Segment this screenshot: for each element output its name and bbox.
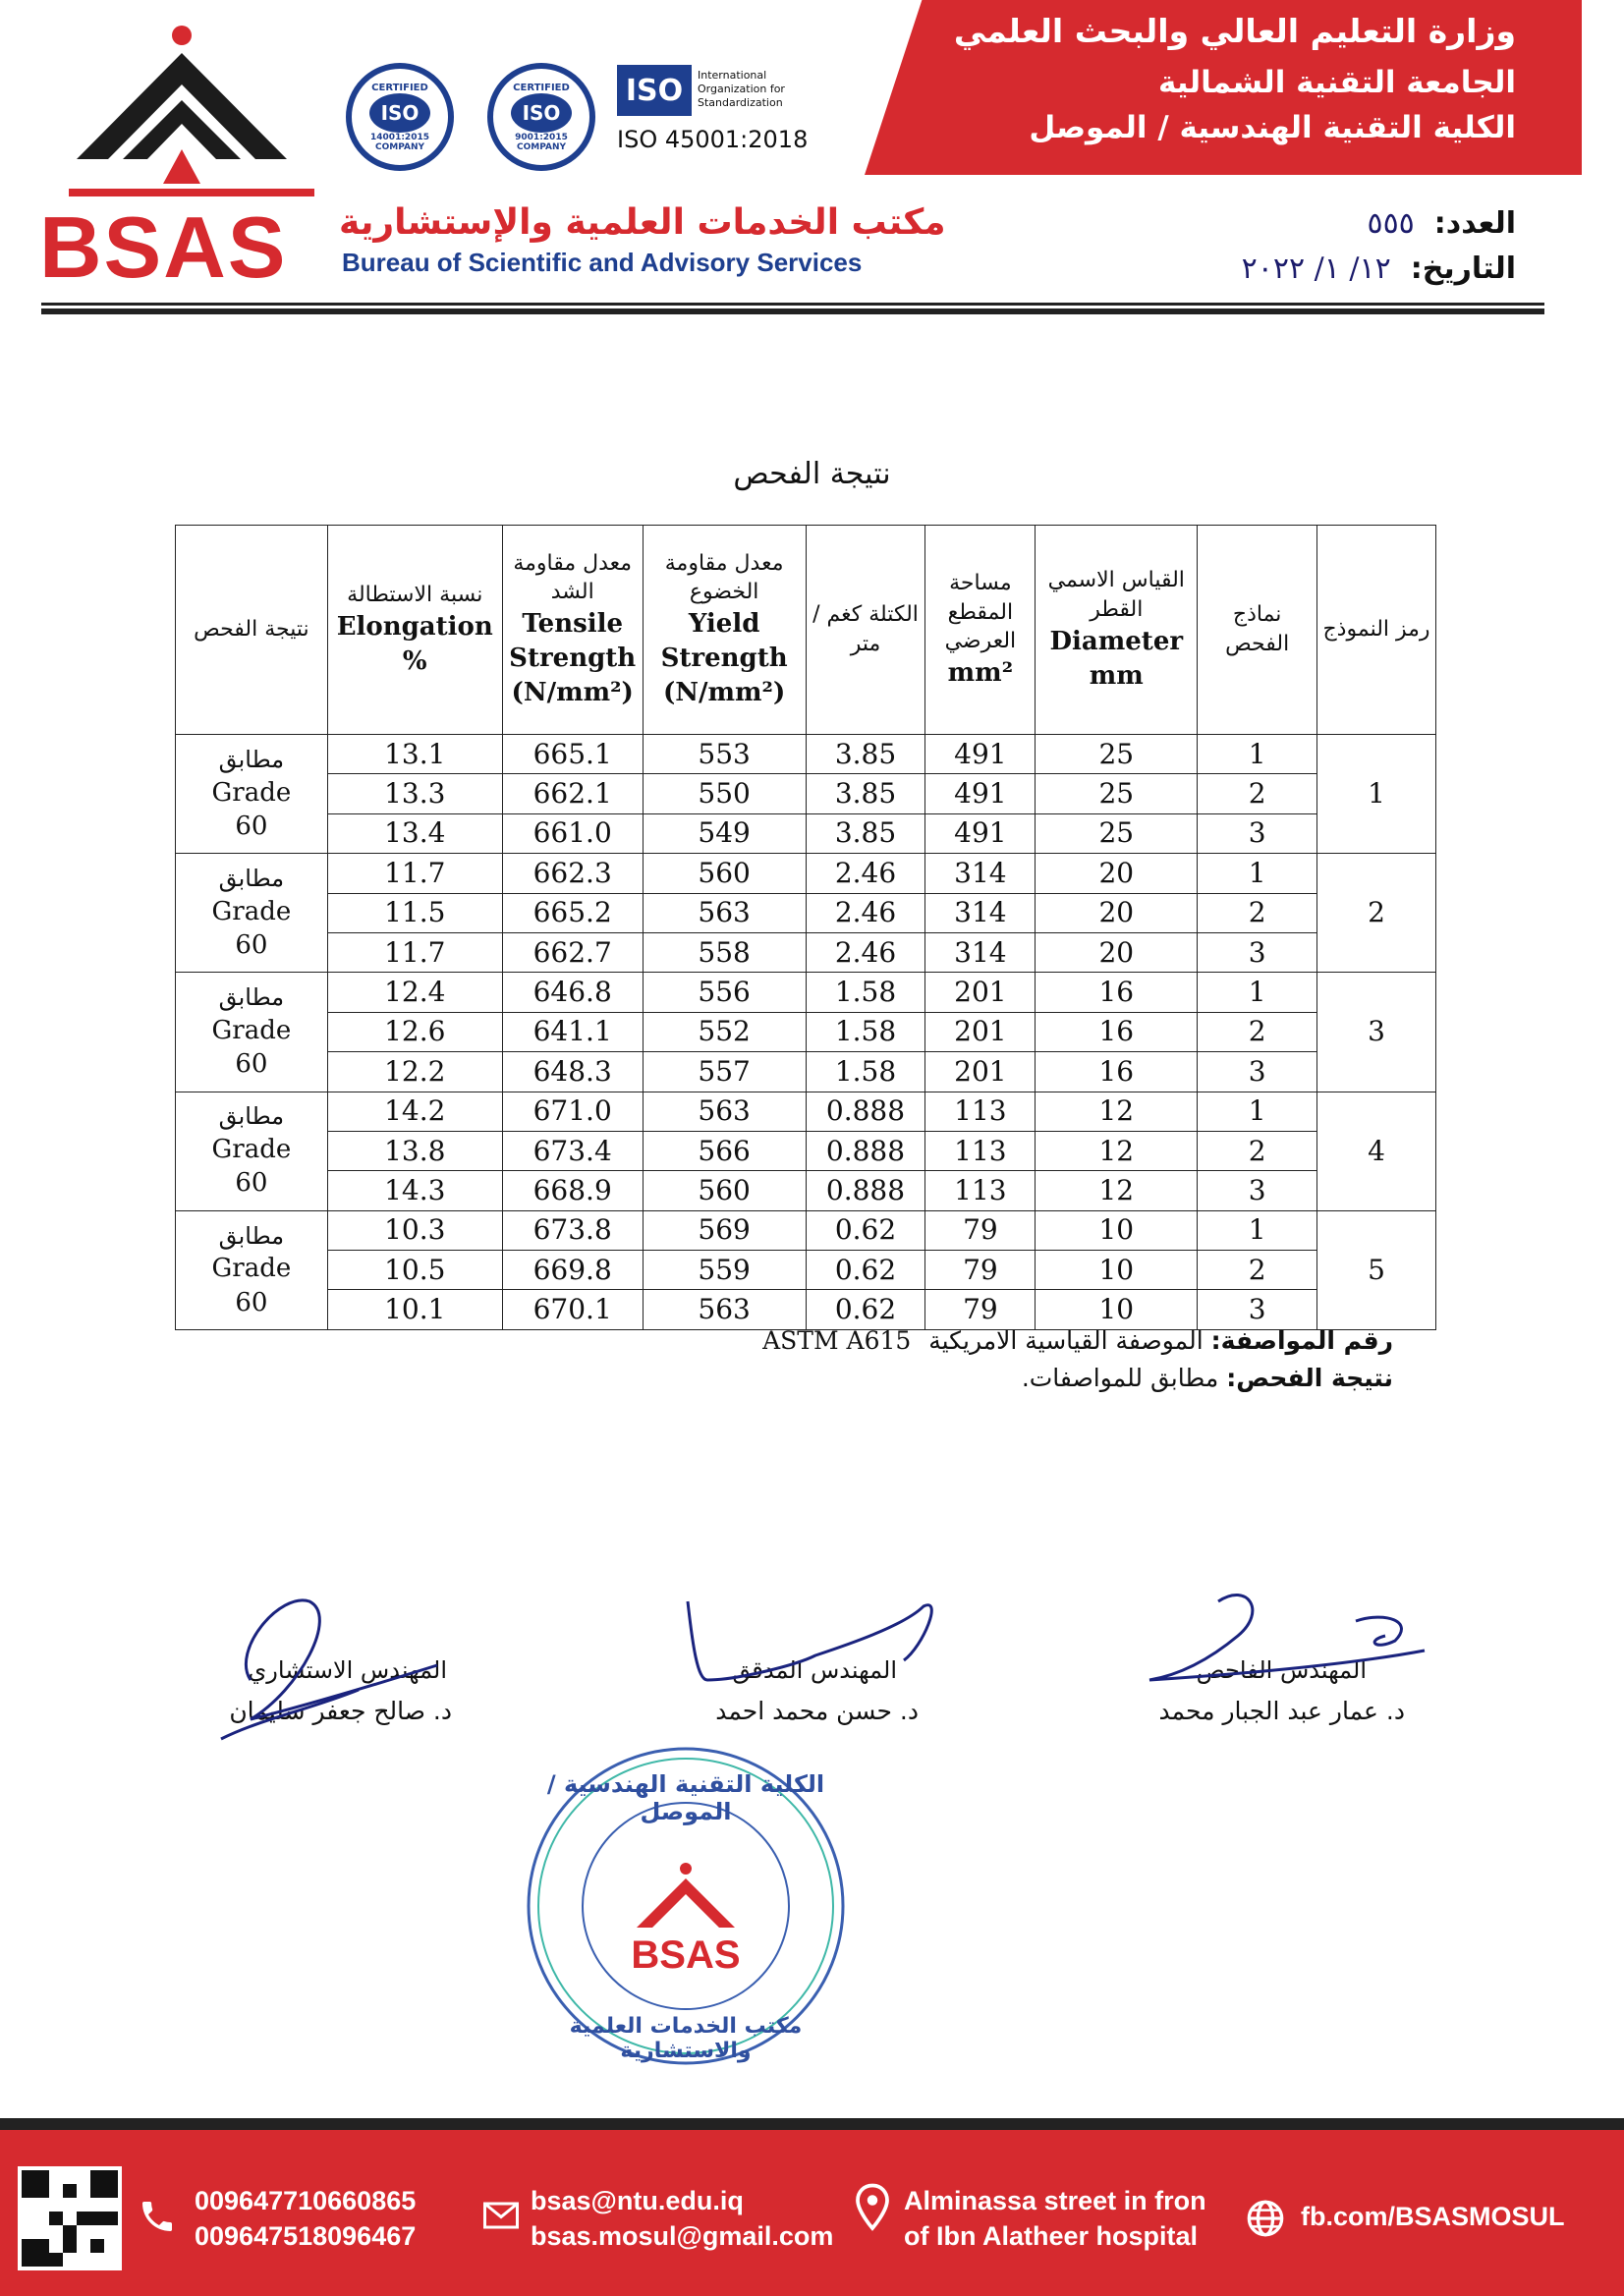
cert1-top-text: CERTIFIED bbox=[371, 82, 428, 93]
area-cell: 491 bbox=[925, 774, 1036, 813]
yield-cell: 556 bbox=[643, 973, 806, 1012]
mass-cell: 0.62 bbox=[806, 1251, 925, 1290]
elongation-cell: 10.3 bbox=[327, 1210, 502, 1250]
table-row bbox=[176, 1210, 1436, 1250]
yield-cell: 566 bbox=[643, 1131, 806, 1170]
elongation-cell: 10.1 bbox=[327, 1290, 502, 1329]
location-pin-icon bbox=[855, 2183, 890, 2238]
examiner-title: المهندس الفاحص bbox=[1196, 1656, 1367, 1684]
tensile-cell: 673.4 bbox=[502, 1131, 643, 1170]
table-row bbox=[176, 854, 1436, 893]
header-result: نتيجة الفحص bbox=[176, 526, 328, 735]
yield-cell: 569 bbox=[643, 1210, 806, 1250]
footer-phones bbox=[195, 2183, 416, 2255]
bsas-logo-icon bbox=[69, 22, 324, 208]
iso-standard: ISO 45001:2018 bbox=[617, 126, 809, 153]
mass-cell: 3.85 bbox=[806, 774, 925, 813]
result-cell-result-en2: 60 bbox=[235, 1168, 268, 1199]
elongation-cell: 10.5 bbox=[327, 1251, 502, 1290]
header-yield: معدل مقاومة الخضوع Yield Strength (N/mm²) bbox=[643, 526, 806, 735]
area-cell: 79 bbox=[925, 1290, 1036, 1329]
consultant-name: د. صالح جعفر سليمان bbox=[229, 1697, 452, 1725]
result-cell-result-en1: Grade bbox=[211, 1135, 292, 1165]
diameter-cell: 16 bbox=[1036, 1012, 1198, 1051]
elongation-cell: 12.2 bbox=[327, 1052, 502, 1092]
mass-cell: 2.46 bbox=[806, 932, 925, 972]
mass-cell: 0.888 bbox=[806, 1131, 925, 1170]
iso-14001-badge bbox=[346, 63, 454, 171]
yield-cell: 549 bbox=[643, 813, 806, 853]
elongation-cell: 13.4 bbox=[327, 813, 502, 853]
spec-label: رقم المواصفة: bbox=[1210, 1326, 1393, 1355]
elongation-cell: 11.7 bbox=[327, 854, 502, 893]
diameter-cell: 16 bbox=[1036, 973, 1198, 1012]
diameter-cell: 10 bbox=[1036, 1290, 1198, 1329]
issue-label: العدد: bbox=[1433, 206, 1516, 241]
iso-mark: ISO bbox=[617, 65, 692, 116]
sample-code-cell: 5 bbox=[1317, 1210, 1436, 1329]
area-cell: 201 bbox=[925, 1052, 1036, 1092]
mass-cell: 2.46 bbox=[806, 854, 925, 893]
header-divider bbox=[41, 303, 1544, 316]
elongation-cell: 13.1 bbox=[327, 735, 502, 774]
result-cell bbox=[176, 735, 328, 854]
mass-cell: 2.46 bbox=[806, 893, 925, 932]
sample-code-cell: 4 bbox=[1317, 1092, 1436, 1210]
result-cell bbox=[176, 854, 328, 973]
sample-cell: 2 bbox=[1198, 893, 1317, 932]
diameter-cell: 25 bbox=[1036, 735, 1198, 774]
tensile-cell: 668.9 bbox=[502, 1171, 643, 1210]
bureau-name-arabic: مكتب الخدمات العلمية والإستشارية bbox=[339, 202, 946, 243]
sample-cell: 2 bbox=[1198, 774, 1317, 813]
iso-45001-badge bbox=[617, 65, 809, 161]
area-cell: 113 bbox=[925, 1092, 1036, 1131]
result-cell-result-en1: Grade bbox=[211, 1254, 292, 1284]
footer-emails bbox=[531, 2183, 833, 2255]
specification-note bbox=[762, 1326, 1393, 1355]
table-row bbox=[176, 1012, 1436, 1051]
sample-cell: 1 bbox=[1198, 854, 1317, 893]
area-cell: 201 bbox=[925, 1012, 1036, 1051]
test-results-table bbox=[175, 525, 1436, 1330]
result-cell-result-en2: 60 bbox=[235, 1287, 268, 1317]
diameter-cell: 12 bbox=[1036, 1171, 1198, 1210]
elongation-cell: 12.6 bbox=[327, 1012, 502, 1051]
result-note bbox=[1022, 1364, 1393, 1392]
table-row bbox=[176, 813, 1436, 853]
auditor-title: المهندس المدقق bbox=[732, 1656, 897, 1684]
sample-cell: 2 bbox=[1198, 1251, 1317, 1290]
spec-value: الموصفة القياسية الامريكية bbox=[928, 1326, 1204, 1355]
area-cell: 201 bbox=[925, 973, 1036, 1012]
mass-cell: 1.58 bbox=[806, 1012, 925, 1051]
area-cell: 113 bbox=[925, 1171, 1036, 1210]
yield-cell: 558 bbox=[643, 932, 806, 972]
sample-cell: 3 bbox=[1198, 1052, 1317, 1092]
area-cell: 314 bbox=[925, 854, 1036, 893]
tensile-cell: 641.1 bbox=[502, 1012, 643, 1051]
elongation-cell: 13.8 bbox=[327, 1131, 502, 1170]
elongation-cell: 11.7 bbox=[327, 932, 502, 972]
yield-cell: 563 bbox=[643, 1092, 806, 1131]
issue-date bbox=[1242, 252, 1516, 286]
elongation-cell: 14.3 bbox=[327, 1171, 502, 1210]
official-stamp bbox=[519, 1739, 853, 2073]
table-body bbox=[176, 735, 1436, 1330]
result-cell-result-en1: Grade bbox=[211, 896, 292, 926]
elongation-cell: 12.4 bbox=[327, 973, 502, 1012]
email-icon bbox=[483, 2201, 519, 2230]
header-mass: الكتلة كغم /متر bbox=[806, 526, 925, 735]
yield-cell: 550 bbox=[643, 774, 806, 813]
tensile-cell: 646.8 bbox=[502, 973, 643, 1012]
college-name: الكلية التقنية الهندسية / الموصل bbox=[1029, 110, 1516, 145]
sample-code-cell: 1 bbox=[1317, 735, 1436, 854]
sample-cell: 2 bbox=[1198, 1131, 1317, 1170]
sample-cell: 1 bbox=[1198, 735, 1317, 774]
result-cell bbox=[176, 1210, 328, 1329]
mass-cell: 0.888 bbox=[806, 1171, 925, 1210]
diameter-cell: 20 bbox=[1036, 893, 1198, 932]
address-line-1: Alminassa street in fron bbox=[904, 2186, 1206, 2215]
table-row bbox=[176, 1171, 1436, 1210]
header-code: رمز النموذج bbox=[1317, 526, 1436, 735]
bureau-name-english: Bureau of Scientific and Advisory Services bbox=[342, 248, 863, 277]
cert2-bottom-text: COMPANY bbox=[517, 141, 566, 152]
result-cell-result-ar: مطابق bbox=[218, 1102, 285, 1131]
cert1-bottom-text: COMPANY bbox=[375, 141, 424, 152]
area-cell: 79 bbox=[925, 1251, 1036, 1290]
result-cell-result-ar: مطابق bbox=[218, 865, 285, 893]
examiner-signature-icon bbox=[1091, 1582, 1444, 1709]
header-elongation: نسبة الاستطالة Elongation % bbox=[327, 526, 502, 735]
stamp-bottom-text: مكتب الخدمات العلمية والاستشارية bbox=[569, 2014, 803, 2063]
result-cell-result-en2: 60 bbox=[235, 930, 268, 961]
university-name: الجامعة التقنية الشمالية bbox=[1158, 65, 1516, 100]
tensile-cell: 665.1 bbox=[502, 735, 643, 774]
table-row bbox=[176, 1052, 1436, 1092]
yield-cell: 553 bbox=[643, 735, 806, 774]
sample-cell: 3 bbox=[1198, 1290, 1317, 1329]
mass-cell: 0.62 bbox=[806, 1290, 925, 1329]
yield-cell: 560 bbox=[643, 1171, 806, 1210]
result-cell-result-ar: مطابق bbox=[218, 1221, 285, 1250]
email-address-1[interactable]: bsas@ntu.edu.iq bbox=[531, 2186, 744, 2215]
header-samples: نماذج الفحص bbox=[1198, 526, 1317, 735]
diameter-cell: 10 bbox=[1036, 1251, 1198, 1290]
cert1-iso-text: ISO bbox=[369, 93, 430, 133]
sample-cell: 3 bbox=[1198, 1171, 1317, 1210]
result-cell bbox=[176, 973, 328, 1092]
yield-cell: 563 bbox=[643, 893, 806, 932]
mass-cell: 3.85 bbox=[806, 735, 925, 774]
cert2-standard: 9001:2015 bbox=[515, 132, 568, 142]
yield-cell: 560 bbox=[643, 854, 806, 893]
area-cell: 314 bbox=[925, 932, 1036, 972]
diameter-cell: 12 bbox=[1036, 1092, 1198, 1131]
result-cell-result-en2: 60 bbox=[235, 1049, 268, 1080]
area-cell: 491 bbox=[925, 813, 1036, 853]
cert2-iso-text: ISO bbox=[511, 93, 572, 133]
phone-icon bbox=[138, 2197, 177, 2236]
tensile-cell: 669.8 bbox=[502, 1251, 643, 1290]
bsas-wordmark: BSAS bbox=[39, 198, 288, 296]
diameter-cell: 12 bbox=[1036, 1131, 1198, 1170]
mass-cell: 1.58 bbox=[806, 973, 925, 1012]
mass-cell: 0.62 bbox=[806, 1210, 925, 1250]
examiner-name: د. عمار عبد الجبار محمد bbox=[1158, 1697, 1405, 1725]
facebook-link[interactable]: fb.com/BSASMOSUL bbox=[1301, 2202, 1565, 2231]
table-row bbox=[176, 774, 1436, 813]
globe-icon bbox=[1246, 2199, 1285, 2238]
yield-cell: 563 bbox=[643, 1290, 806, 1329]
auditor-signature-icon bbox=[678, 1587, 943, 1705]
mass-cell: 1.58 bbox=[806, 1052, 925, 1092]
header-area: مساحة المقطع العرضي mm² bbox=[925, 526, 1036, 735]
tensile-cell: 665.2 bbox=[502, 893, 643, 932]
issue-number bbox=[1367, 206, 1516, 241]
area-cell: 491 bbox=[925, 735, 1036, 774]
spec-code: ASTM A615 bbox=[762, 1326, 912, 1355]
result-value: مطابق للمواصفات. bbox=[1021, 1364, 1219, 1392]
result-cell bbox=[176, 1092, 328, 1210]
table-row bbox=[176, 1131, 1436, 1170]
ministry-name: وزارة التعليم العالي والبحث العلمي bbox=[953, 12, 1516, 50]
tensile-cell: 661.0 bbox=[502, 813, 643, 853]
diameter-cell: 25 bbox=[1036, 813, 1198, 853]
result-cell-result-en1: Grade bbox=[211, 1015, 292, 1045]
address-line-2: of Ibn Alatheer hospital bbox=[904, 2221, 1199, 2252]
sample-cell: 1 bbox=[1198, 973, 1317, 1012]
table-header-row bbox=[176, 526, 1436, 735]
diameter-cell: 20 bbox=[1036, 854, 1198, 893]
result-cell-result-ar: مطابق bbox=[218, 745, 285, 773]
table-row bbox=[176, 932, 1436, 972]
yield-cell: 557 bbox=[643, 1052, 806, 1092]
tensile-cell: 662.3 bbox=[502, 854, 643, 893]
yield-cell: 559 bbox=[643, 1251, 806, 1290]
cert1-standard: 14001:2015 bbox=[370, 132, 429, 142]
result-cell-result-en1: Grade bbox=[211, 777, 292, 808]
mass-cell: 0.888 bbox=[806, 1092, 925, 1131]
elongation-cell: 13.3 bbox=[327, 774, 502, 813]
consultant-signature-icon bbox=[211, 1572, 467, 1759]
date-label: التاريخ: bbox=[1410, 252, 1516, 286]
phone-number-1[interactable]: 009647710660865 bbox=[195, 2186, 417, 2215]
tensile-cell: 648.3 bbox=[502, 1052, 643, 1092]
cert2-top-text: CERTIFIED bbox=[513, 82, 570, 93]
yield-cell: 552 bbox=[643, 1012, 806, 1051]
diameter-cell: 25 bbox=[1036, 774, 1198, 813]
sample-code-cell: 3 bbox=[1317, 973, 1436, 1092]
sample-code-cell: 2 bbox=[1317, 854, 1436, 973]
tensile-cell: 670.1 bbox=[502, 1290, 643, 1329]
table-row bbox=[176, 735, 1436, 774]
iso-org-name: International Organization for Standardization bbox=[698, 69, 785, 109]
header-diameter: القياس الاسمي القطر Diameter mm bbox=[1036, 526, 1198, 735]
email-address-2[interactable]: bsas.mosul@gmail.com bbox=[531, 2221, 834, 2252]
issue-value: ٥٥٥ bbox=[1367, 206, 1415, 241]
header-tensile: معدل مقاومة الشد Tensile Strength (N/mm²) bbox=[502, 526, 643, 735]
mass-cell: 3.85 bbox=[806, 813, 925, 853]
sample-cell: 1 bbox=[1198, 1210, 1317, 1250]
area-cell: 79 bbox=[925, 1210, 1036, 1250]
auditor-name: د. حسن محمد احمد bbox=[715, 1697, 919, 1725]
tensile-cell: 662.7 bbox=[502, 932, 643, 972]
result-label: نتيجة الفحص: bbox=[1226, 1364, 1393, 1392]
tensile-cell: 671.0 bbox=[502, 1092, 643, 1131]
diameter-cell: 16 bbox=[1036, 1052, 1198, 1092]
iso-9001-badge bbox=[487, 63, 595, 171]
sample-cell: 1 bbox=[1198, 1092, 1317, 1131]
result-cell-result-en2: 60 bbox=[235, 811, 268, 841]
area-cell: 113 bbox=[925, 1131, 1036, 1170]
sample-cell: 3 bbox=[1198, 813, 1317, 853]
qr-code-icon[interactable] bbox=[18, 2166, 122, 2270]
table-row bbox=[176, 1290, 1436, 1329]
stamp-center-text: BSAS bbox=[631, 1933, 741, 1977]
date-value: ١٢/ ١/ ٢٠٢٢ bbox=[1241, 252, 1391, 286]
table-row bbox=[176, 1251, 1436, 1290]
tensile-cell: 673.8 bbox=[502, 1210, 643, 1250]
table-row bbox=[176, 1092, 1436, 1131]
area-cell: 314 bbox=[925, 893, 1036, 932]
table-row bbox=[176, 893, 1436, 932]
diameter-cell: 10 bbox=[1036, 1210, 1198, 1250]
elongation-cell: 11.5 bbox=[327, 893, 502, 932]
tensile-cell: 662.1 bbox=[502, 774, 643, 813]
consultant-title: المهندس الاستشاري bbox=[248, 1656, 447, 1684]
sample-cell: 3 bbox=[1198, 932, 1317, 972]
sample-cell: 2 bbox=[1198, 1012, 1317, 1051]
table-row bbox=[176, 973, 1436, 1012]
stamp-top-text: الكلية التقنية الهندسية / الموصل bbox=[546, 1770, 825, 1825]
footer-address bbox=[904, 2183, 1206, 2255]
phone-number-2[interactable]: 009647518096467 bbox=[195, 2221, 417, 2252]
diameter-cell: 20 bbox=[1036, 932, 1198, 972]
elongation-cell: 14.2 bbox=[327, 1092, 502, 1131]
document-title: نتيجة الفحص bbox=[733, 457, 891, 491]
result-cell-result-ar: مطابق bbox=[218, 983, 285, 1012]
